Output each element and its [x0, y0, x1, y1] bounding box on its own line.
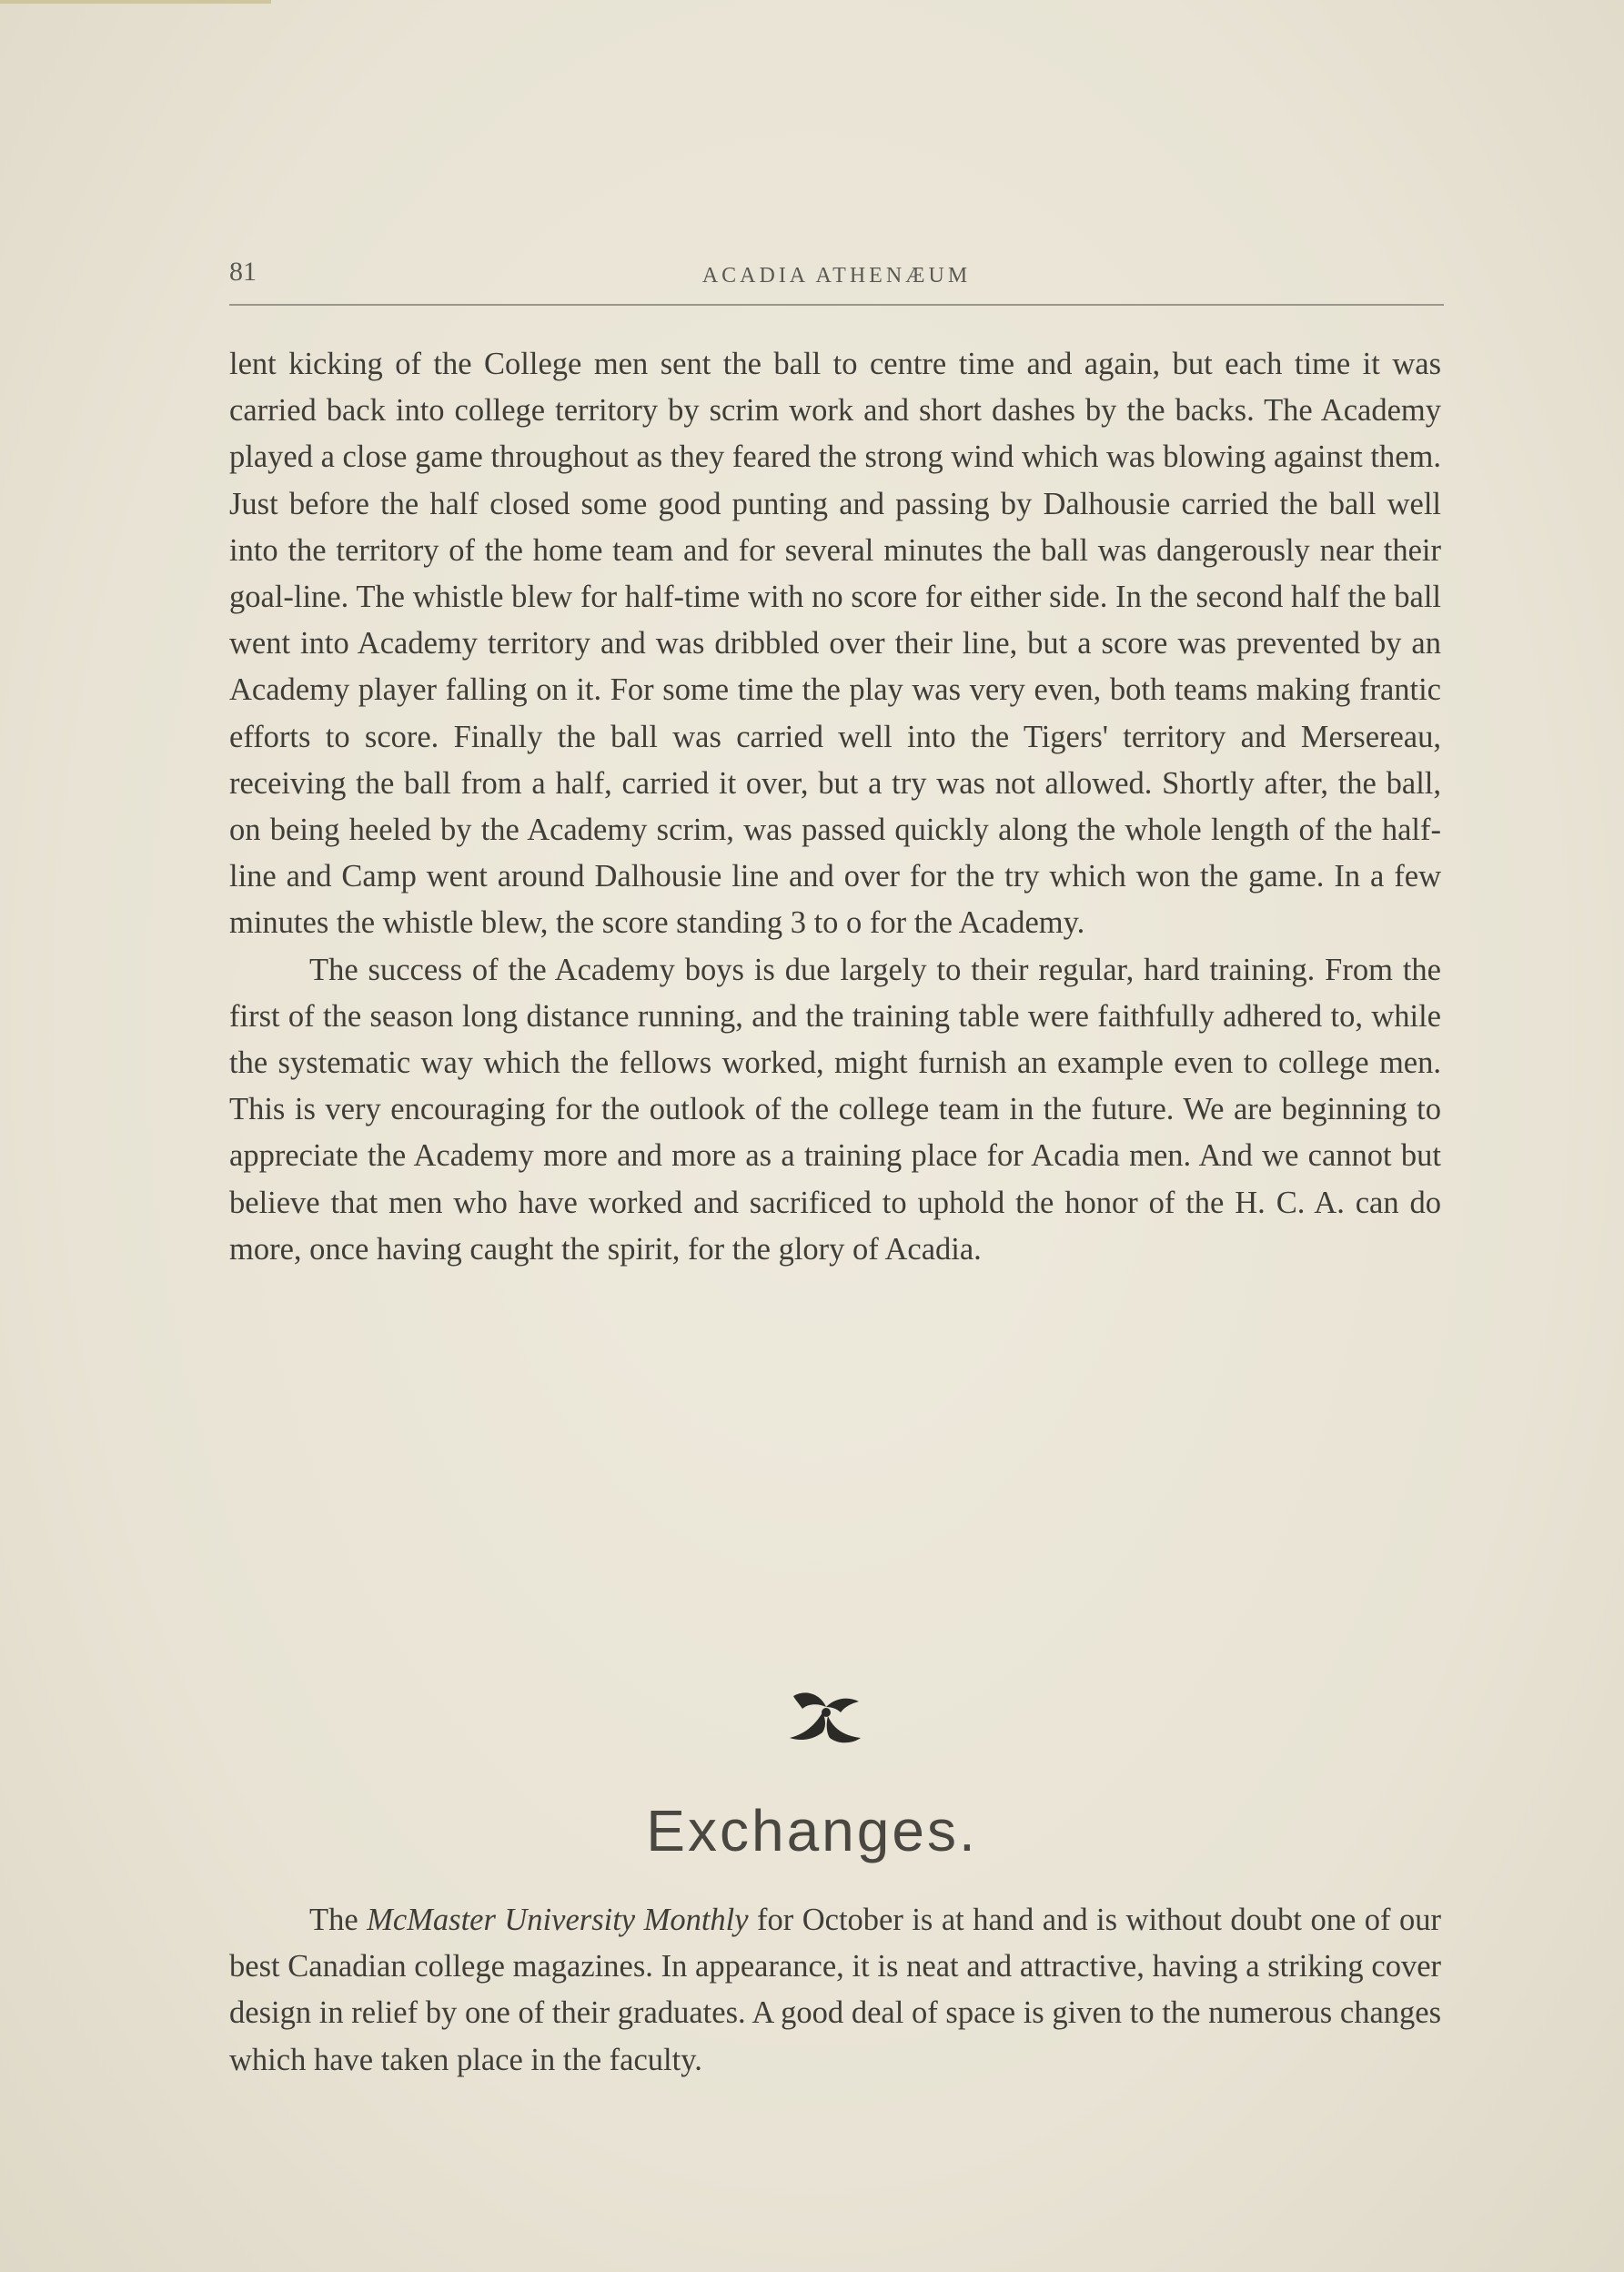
article-body	[229, 341, 1441, 1273]
publication-title: McMaster University Monthly	[367, 1903, 749, 1937]
article-paragraph: The success of the Academy boys is due largely to their regular, hard training. From the first of the season long distance running, and the training table were faithfully adhered to, while the systematic way which the fellows worked, might furnish an example even to college men. This is very encouraging for the outlook of the college team in the future. We are beginning to appreciate the Academy more and more as a training place for Acadia men. And we cannot but believe that men who have worked and sacrificed to uphold the honor of the H. C. A. can do more, once having caught the spirit, for the glory of Acadia.	[229, 952, 1441, 1267]
exchanges-body	[229, 1897, 1441, 2084]
exchanges-intro: The	[309, 1903, 368, 1937]
exchanges-paragraph	[229, 1897, 1441, 2084]
header-rule	[229, 304, 1444, 306]
fleuron-ornament-icon	[781, 1685, 872, 1758]
corner-mark	[0, 0, 271, 4]
section-title: Exchanges.	[646, 1798, 978, 1863]
running-head	[229, 257, 1444, 302]
journal-title: ACADIA ATHENÆUM	[701, 264, 972, 288]
exchanges-text: for October is at hand and is without doubt one of our best Canadian college magazines. In appearance, it is neat and attractive, having a striking cover design in relief by one of their graduates. A good deal of space is given to the numerous changes which have taken place in the faculty.	[229, 1903, 1441, 2077]
page-number: 81	[229, 257, 257, 287]
article-paragraph: lent kicking of the College men sent the ball to centre time and again, but each time it was carried back into college territory by scrim work and short dashes by the backs. The Academy played a close game throughout as they feared the strong wind which was blowing against them. Just before the half closed some good punting and passing by Dalhousie carried the ball well into the territory of the home team and for several minutes the ball was dangerously near their goal-line. The whistle blew for half-time with no score for either side. In the second half the ball went into Academy territory and was dribbled over their line, but a score was prevented by an Academy player falling on it. For some time the play was very even, both teams making frantic efforts to score. Finally the ball was carried well into the Tigers' territory and Mersereau, receiving the ball from a half, carried it over, but a try was not allowed. Shortly after, the ball, on being heeled by the Academy scrim, was passed quickly along the whole length of the half-line and Camp went around Dalhousie line and over for the try which won the game. In a few minutes the whistle blew, the score standing 3 to o for the Academy.	[229, 347, 1441, 941]
